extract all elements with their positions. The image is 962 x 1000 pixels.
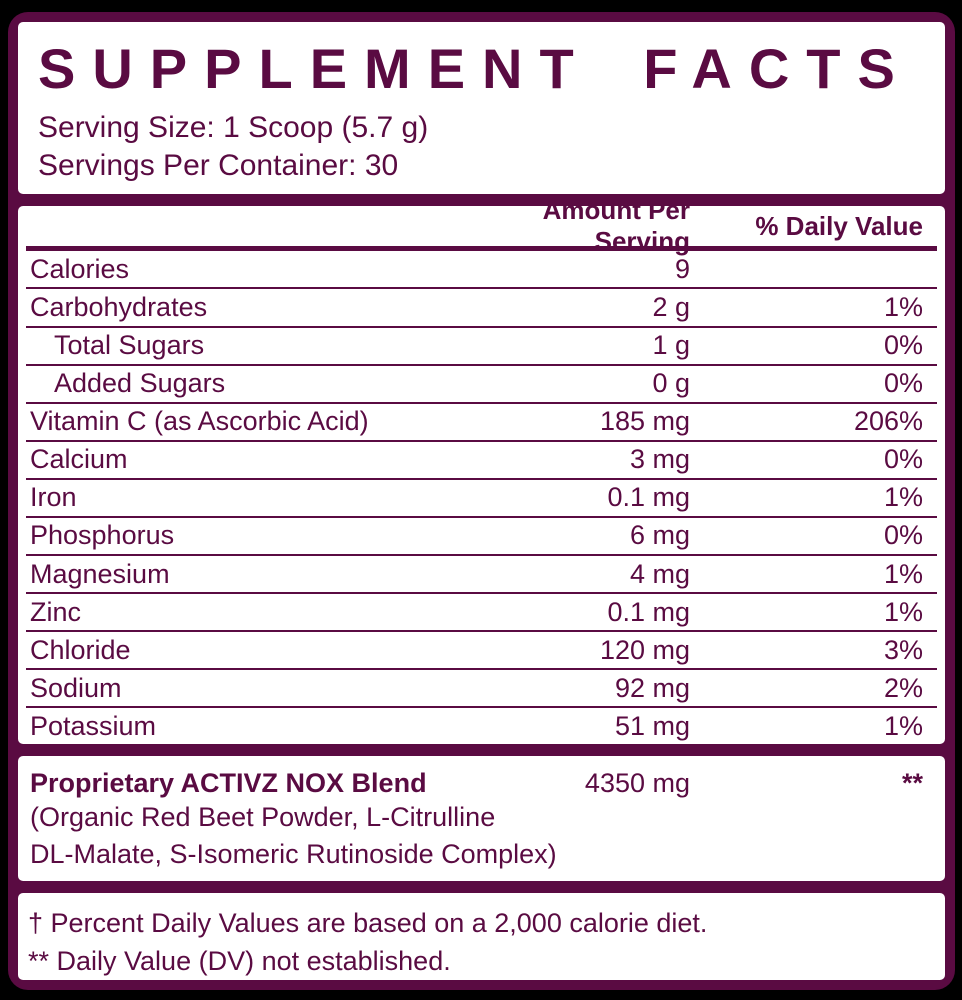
nutrient-amount: 9 (674, 253, 690, 284)
footnote-daily-values: † Percent Daily Values are based on a 2,000 calorie diet. (28, 908, 708, 938)
nutrient-daily-value: 1% (883, 482, 923, 513)
nutrient-name: Iron (30, 482, 77, 513)
blend-ingredients-line2: DL-Malate, S-Isomeric Rutinoside Complex) (30, 839, 557, 870)
nutrient-amount: 51 mg (614, 710, 690, 741)
nutrient-amount: 6 mg (629, 520, 690, 551)
header-section (18, 22, 945, 194)
supplement-facts-label (8, 12, 955, 990)
blend-dv-asterisks: ** (901, 768, 923, 799)
footnotes-section (18, 893, 945, 980)
table-row (26, 594, 937, 632)
nutrient-amount: 0.1 mg (607, 482, 690, 513)
nutrient-amount: 4 mg (629, 558, 690, 589)
nutrient-daily-value: 0% (883, 520, 923, 551)
nutrient-name: Calories (30, 253, 130, 284)
table-row (26, 556, 937, 594)
servings-per-container: Servings Per Container: 30 (38, 149, 399, 182)
table-row (26, 289, 937, 327)
serving-size: Serving Size: 1 Scoop (5.7 g) (38, 111, 429, 144)
nutrient-name: Sodium (30, 672, 122, 703)
nutrient-daily-value: 1% (883, 596, 923, 627)
nutrient-daily-value: 206% (853, 406, 923, 437)
nutrient-daily-value: 0% (883, 368, 923, 399)
table-row (26, 480, 937, 518)
table-rows (26, 251, 937, 744)
nutrient-amount: 0.1 mg (607, 596, 690, 627)
nutrient-name: Magnesium (30, 558, 170, 589)
nutrient-name: Vitamin C (as Ascorbic Acid) (30, 406, 369, 437)
nutrient-daily-value: 1% (883, 292, 923, 323)
nutrient-daily-value: 0% (883, 444, 923, 475)
nutrient-daily-value: 1% (883, 710, 923, 741)
nutrient-amount: 0 g (652, 368, 690, 399)
blend-amount: 4350 mg (584, 768, 690, 799)
table-row (26, 328, 937, 366)
amount-per-serving-header: Amount Per Serving (542, 195, 690, 257)
nutrient-name: Zinc (30, 596, 82, 627)
nutrient-name: Added Sugars (54, 368, 226, 399)
nutrient-name: Total Sugars (54, 330, 205, 361)
nutrient-daily-value: 0% (883, 330, 923, 361)
footnote-dv-not-established: ** Daily Value (DV) not established. (28, 946, 451, 976)
nutrient-amount: 120 mg (599, 634, 690, 665)
nutrient-amount: 2 g (652, 292, 690, 323)
proprietary-blend-section (18, 756, 945, 881)
nutrient-name: Potassium (30, 710, 157, 741)
blend-row (26, 768, 937, 799)
table-row (26, 670, 937, 708)
table-row (26, 404, 937, 442)
nutrient-name: Carbohydrates (30, 292, 208, 323)
nutrient-daily-value: 1% (883, 558, 923, 589)
nutrient-name: Chloride (30, 634, 131, 665)
daily-value-header: % Daily Value (755, 210, 923, 241)
panel-title: SUPPLEMENT FACTS (38, 37, 912, 100)
nutrient-name: Calcium (30, 444, 128, 475)
table-row (26, 251, 937, 289)
nutrient-amount: 92 mg (614, 672, 690, 703)
blend-name: Proprietary ACTIVZ NOX Blend (30, 768, 427, 799)
nutrient-amount: 1 g (652, 330, 690, 361)
table-row (26, 442, 937, 480)
blend-ingredients-line1: (Organic Red Beet Powder, L-Citrulline (30, 802, 496, 833)
nutrient-daily-value: 2% (883, 672, 923, 703)
nutrient-name: Phosphorus (30, 520, 175, 551)
table-row (26, 518, 937, 556)
nutrient-amount: 185 mg (599, 406, 690, 437)
nutrient-table-section (18, 195, 945, 744)
nutrient-amount: 3 mg (629, 444, 690, 475)
nutrient-daily-value: 3% (883, 634, 923, 665)
table-row (26, 366, 937, 404)
table-header-row (26, 195, 937, 257)
serving-info (38, 109, 925, 185)
table-row (26, 708, 937, 744)
table-row (26, 632, 937, 670)
